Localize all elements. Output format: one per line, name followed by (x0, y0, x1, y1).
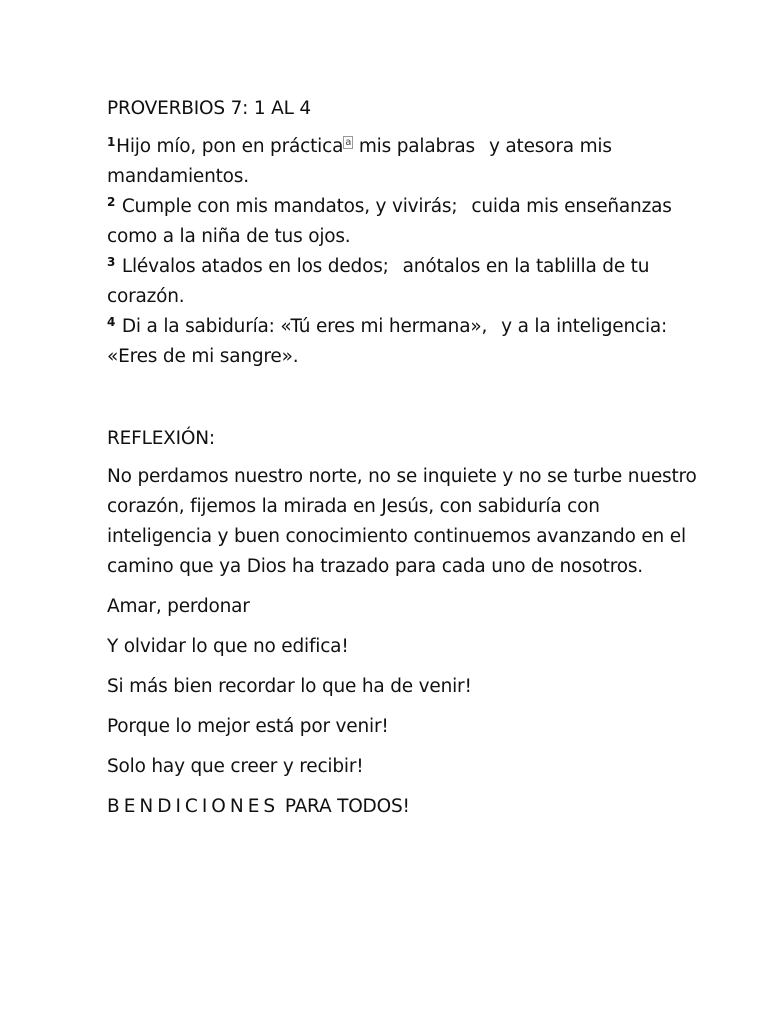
verse-1 (107, 132, 707, 192)
verse-text: Hijo mío, pon en práctica (116, 136, 344, 157)
reflexion-line: Si más bien recordar lo que ha de venir! (107, 676, 472, 697)
document-page (107, 94, 707, 832)
closing-rest: PARA TODOS! (284, 796, 410, 817)
verse-text: y atesora mis mandamientos. (107, 136, 612, 187)
footnote-link[interactable]: a (345, 137, 352, 148)
reflexion-line: Solo hay que creer y recibir! (107, 756, 364, 777)
verse-3 (107, 252, 707, 312)
document-title: PROVERBIOS 7: 1 AL 4 (107, 98, 311, 119)
reflexion-heading: REFLEXIÓN: (107, 428, 215, 449)
closing-blessing (107, 792, 707, 822)
verse-text: Cumple con mis mandatos, y vivirás; (116, 196, 458, 217)
verse-number: 2 (107, 195, 116, 209)
reflexion-paragraph: No perdamos nuestro norte, no se inquiete y no se turbe nuestro corazón, fijemos la mirada en Jesús, con sabiduría con inteligencia y buen conocimiento continuemos avanzando en el camino que ya Dios ha trazado para cada uno de nosotros. (107, 466, 697, 577)
reflexion-line: Porque lo mejor está por venir! (107, 716, 389, 737)
verse-number: 1 (107, 135, 116, 149)
verse-text: anótalos en la tablilla de tu corazón. (107, 256, 650, 307)
verse-text: Llévalos atados en los dedos; (116, 256, 389, 277)
verse-4 (107, 312, 707, 372)
verse-text: cuida mis enseñanzas como a la niña de tus ojos. (107, 196, 672, 247)
closing-spaced-word: BENDICIONES (107, 796, 280, 817)
verse-text: mis palabras (353, 136, 475, 157)
verse-number: 4 (107, 315, 116, 329)
verse-text: y a la inteligencia: «Eres de mi sangre». (107, 316, 668, 367)
reflexion-line: Amar, perdonar (107, 596, 250, 617)
verse-text: Di a la sabiduría: «Tú eres mi hermana», (116, 316, 488, 337)
reflexion-line: Y olvidar lo que no edifica! (107, 636, 349, 657)
verse-number: 3 (107, 255, 116, 269)
verse-2 (107, 192, 707, 252)
